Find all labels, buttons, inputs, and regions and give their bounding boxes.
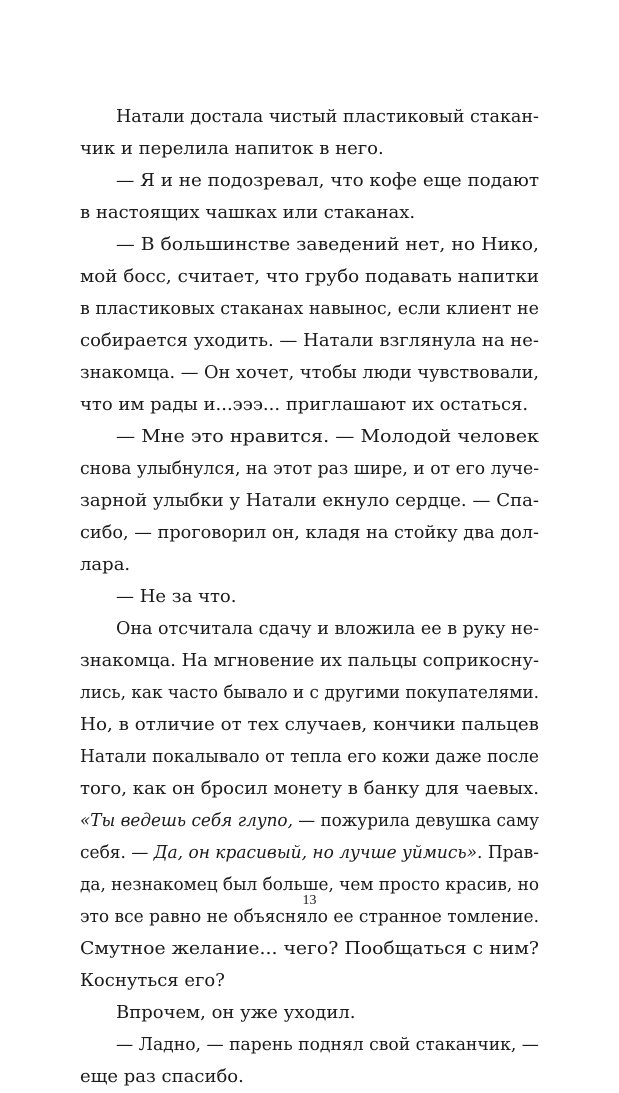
text-line <box>80 677 539 709</box>
text-line-content <box>80 197 415 229</box>
text-line <box>80 453 539 485</box>
text-line-content <box>80 677 539 709</box>
text-line-content <box>80 485 539 517</box>
text-line-content <box>80 549 130 581</box>
text-line-content <box>116 229 539 261</box>
text-line-content <box>80 805 539 837</box>
text-line <box>80 197 539 229</box>
text-line <box>80 581 539 613</box>
text-line-content <box>116 1029 539 1061</box>
text-line <box>80 357 539 389</box>
text-segment: что им рады и...эээ... приглашают их остаться. <box>80 394 529 415</box>
text-segment: себя. <box>80 842 132 863</box>
text-segment: — Не за что. <box>116 586 237 607</box>
text-segment: того, как он бросил монету в банку для чаевых. <box>80 778 540 799</box>
text-line <box>80 389 539 421</box>
page-number: 13 <box>302 893 317 908</box>
text-line <box>80 773 539 805</box>
text-line <box>80 805 539 837</box>
text-line-content <box>80 965 225 997</box>
text-line-content <box>116 997 355 1029</box>
text-line-content <box>80 709 539 741</box>
text-line-content <box>80 933 539 965</box>
text-segment: да, незнакомец был больше, чем просто красив, но <box>80 874 540 895</box>
text-line-content <box>80 133 384 165</box>
text-line <box>80 997 539 1029</box>
text-line-content <box>116 165 539 197</box>
text-segment: лара. <box>80 554 131 575</box>
text-segment: — В большинстве заведений нет, но Нико, <box>116 234 539 255</box>
text-line <box>80 837 539 869</box>
text-segment: Она отсчитала сдачу и вложила ее в руку не- <box>116 618 540 639</box>
text-line <box>80 165 539 197</box>
text-line <box>80 517 539 549</box>
text-line <box>80 1061 539 1093</box>
text-line-content <box>116 581 236 613</box>
text-segment: снова улыбнулся, на этот раз шире, и от его луче- <box>80 458 540 479</box>
text-line-content <box>80 325 539 357</box>
text-line-content <box>116 421 539 453</box>
text-line <box>80 485 539 517</box>
text-line <box>80 645 539 677</box>
text-segment: мой босс, считает, что грубо подавать напитки <box>80 266 540 287</box>
text-segment: лись, как часто бывало и с другими покупателями. <box>80 682 540 703</box>
text-line-content <box>80 517 539 549</box>
text-line <box>80 709 539 741</box>
text-line <box>80 293 539 325</box>
text-line <box>80 101 539 133</box>
text-line-content <box>116 613 539 645</box>
text-segment: Смутное желание... чего? Пообщаться с ним? <box>80 938 539 959</box>
text-line-content <box>80 741 539 773</box>
text-line-content <box>80 293 539 325</box>
text-segment: чик и перелила напиток в него. <box>80 138 384 159</box>
text-line <box>80 549 539 581</box>
text-segment: Натали покалывало от тепла его кожи даже после <box>80 746 539 767</box>
text-segment: еще раз спасибо. <box>80 1066 244 1087</box>
italic-text-segment: — Да, он красивый, но лучше уймись». <box>131 842 483 863</box>
text-line-content <box>80 389 528 421</box>
text-line-content <box>80 645 539 677</box>
text-line <box>80 965 539 997</box>
text-segment: знакомца. — Он хочет, чтобы люди чувствовали, <box>80 362 540 383</box>
text-segment: Коснуться его? <box>80 970 225 991</box>
text-line <box>80 261 539 293</box>
text-segment: — Ладно, — парень поднял свой стаканчик, — <box>116 1034 539 1055</box>
text-segment: зарной улыбки у Натали екнуло сердце. — Спа- <box>80 490 540 511</box>
text-line-content <box>116 101 539 133</box>
text-segment: сибо, — проговорил он, кладя на стойку два дол- <box>80 522 540 543</box>
text-line <box>80 133 539 165</box>
text-line <box>80 325 539 357</box>
text-line <box>80 421 539 453</box>
text-line <box>80 1029 539 1061</box>
text-line <box>80 229 539 261</box>
text-segment: это все равно не объясняло ее странное томление. <box>80 906 540 927</box>
text-segment: в настоящих чашках или стаканах. <box>80 202 416 223</box>
text-line-content <box>80 773 539 805</box>
text-line <box>80 741 539 773</box>
text-segment: — Я и не подозревал, что кофе еще подают <box>116 170 540 191</box>
text-line-content <box>80 1061 244 1093</box>
text-segment: Прав- <box>482 842 539 863</box>
text-segment: — пожурила девушка саму <box>292 810 540 831</box>
book-page-text <box>80 101 539 1093</box>
text-line <box>80 613 539 645</box>
text-segment: Натали достала чистый пластиковый стакан- <box>116 106 539 127</box>
text-segment: — Мне это нравится. — Молодой человек <box>116 426 539 447</box>
text-segment: знакомца. На мгновение их пальцы соприкосну- <box>80 650 539 671</box>
text-segment: Но, в отличие от тех случаев, кончики пальцев <box>80 714 539 735</box>
text-line-content <box>80 261 539 293</box>
text-segment: в пластиковых стаканах навынос, если клиент не <box>80 298 540 319</box>
text-line <box>80 933 539 965</box>
italic-text-segment: «Ты ведешь себя глупо, <box>80 810 293 831</box>
text-segment: Впрочем, он уже уходил. <box>116 1002 356 1023</box>
text-line-content <box>80 453 539 485</box>
text-line-content <box>80 837 539 869</box>
text-line-content <box>80 357 539 389</box>
text-segment: собирается уходить. — Натали взглянула на не- <box>80 330 540 351</box>
